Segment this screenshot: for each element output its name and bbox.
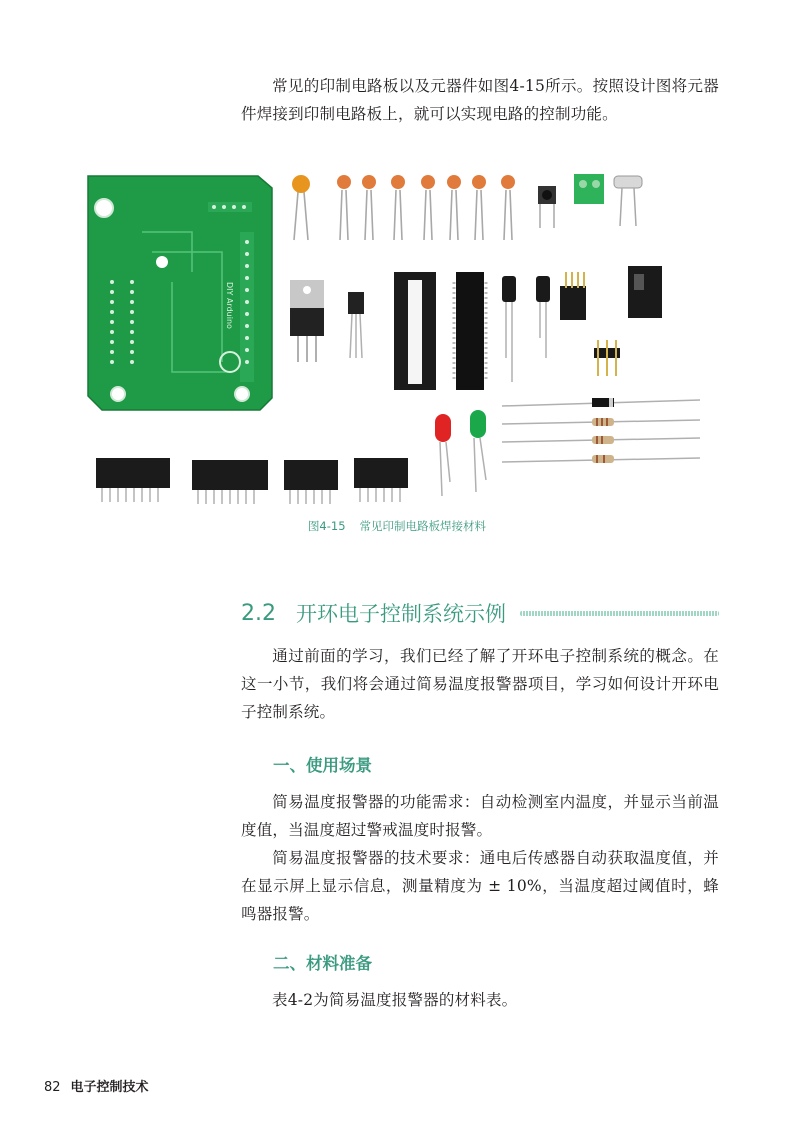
diode — [502, 398, 700, 407]
pin-header-right-angle — [560, 272, 586, 320]
tech-spec-text: 简易温度报警器的技术要求：通电后传感器自动获取温度值，并在显示屏上显示信息，测量精度为 ± 10%，当温度超过阈值时，蜂鸣器报警。 — [241, 849, 719, 923]
green-led — [470, 410, 486, 492]
materials-paragraph — [241, 986, 719, 1014]
voltage-regulator — [290, 280, 324, 362]
requirements-text: 简易温度报警器的功能需求：自动检测室内温度，并显示当前温度值，当温度超过警戒温度时报警。 — [241, 793, 719, 839]
female-headers — [96, 458, 408, 504]
terminal-block — [574, 174, 604, 204]
ceramic-capacitors — [292, 175, 515, 240]
section-number: 2.2 — [241, 600, 276, 626]
ic-socket — [394, 272, 436, 390]
materials-text: 表4-2为简易温度报警器的材料表。 — [272, 991, 518, 1009]
requirements-paragraph — [241, 788, 719, 844]
tech-spec-paragraph — [241, 844, 719, 928]
board-label: DIY Arduino — [225, 282, 234, 329]
book-title: 电子控制技术 — [70, 1080, 149, 1095]
figure-caption — [0, 518, 794, 534]
subsection-heading-2: 二、材料准备 — [273, 954, 372, 973]
figure-caption-text: 常见印制电路板焊接材料 — [359, 519, 487, 533]
section-rule — [520, 611, 719, 616]
section-intro-paragraph — [241, 642, 719, 726]
section-body: 通过前面的学习，我们已经了解了开环电子控制系统的概念。在这一小节，我们将会通过简易温度报警器项目，学习如何设计开环电子控制系统。 — [241, 647, 719, 721]
page-footer — [44, 1076, 149, 1095]
red-led — [435, 414, 451, 496]
pcb-board — [88, 176, 272, 410]
section-heading — [241, 596, 719, 630]
figure-number: 图4-15 — [307, 519, 346, 533]
resistors — [502, 418, 700, 463]
page-number: 82 — [44, 1080, 61, 1095]
electrolytic-capacitors — [502, 276, 550, 382]
intro-text: 常见的印制电路板以及元器件如图4-15所示。按照设计图将元器件焊接到印制电路板上，就可以实现电路的控制功能。 — [241, 77, 719, 123]
pin-header-straight — [594, 340, 620, 376]
intro-paragraph — [241, 72, 719, 128]
crystal-oscillator — [614, 176, 642, 188]
subsection-heading-1: 一、使用场景 — [273, 756, 372, 775]
circuit-materials-photo — [82, 162, 718, 507]
section-title: 开环电子控制系统示例 — [296, 602, 506, 626]
microcontroller-chip — [454, 272, 486, 390]
dc-power-jack — [628, 266, 662, 318]
transistor — [348, 292, 364, 358]
